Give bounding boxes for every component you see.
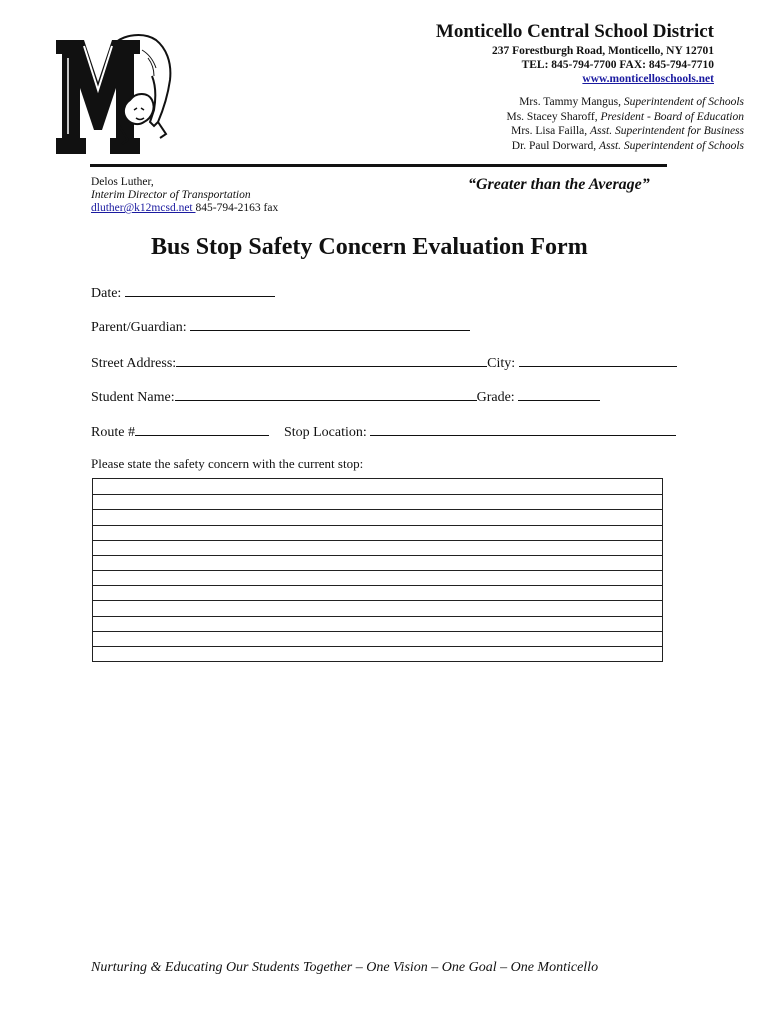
header-divider bbox=[90, 164, 667, 167]
concern-rule-line bbox=[93, 600, 662, 601]
staff-list bbox=[506, 95, 744, 153]
concern-rule-line bbox=[93, 570, 662, 571]
student-label: Student Name: bbox=[91, 390, 175, 405]
concern-rule-line bbox=[93, 631, 662, 632]
staff-item: Mrs. Tammy Mangus, Superintendent of Schools bbox=[519, 96, 744, 108]
staff-item: Dr. Paul Dorward, Asst. Superintendent of Schools bbox=[511, 139, 744, 152]
district-motto: “Greater than the Average” bbox=[468, 176, 650, 193]
contact-title: Interim Director of Transportation bbox=[91, 189, 251, 201]
concern-rule-line bbox=[93, 509, 662, 510]
footer-tagline: Nurturing & Educating Our Students Together – One Vision – One Goal – One Monticello bbox=[91, 960, 599, 975]
parent-row bbox=[91, 316, 470, 336]
contact-name: Delos Luther, bbox=[91, 176, 154, 188]
street-label: Street Address: bbox=[91, 356, 177, 371]
student-row bbox=[91, 386, 600, 406]
district-name: Monticello Central School District bbox=[435, 21, 714, 42]
route-field[interactable] bbox=[135, 421, 269, 436]
city-label: City: bbox=[487, 356, 516, 371]
concern-rule-line bbox=[93, 646, 662, 647]
contact-email-link[interactable]: dluther@k12mcsd.net bbox=[91, 202, 196, 214]
street-field[interactable] bbox=[176, 352, 487, 367]
route-label: Route # bbox=[91, 425, 135, 440]
student-field[interactable] bbox=[175, 386, 477, 401]
concern-rule-line bbox=[93, 525, 662, 526]
form-title: Bus Stop Safety Concern Evaluation Form bbox=[151, 234, 588, 260]
city-field[interactable] bbox=[519, 352, 677, 367]
district-address-block bbox=[492, 44, 714, 86]
contact-fax: 845-794-2163 fax bbox=[195, 202, 279, 214]
concern-rule-line bbox=[93, 616, 662, 617]
concern-prompt: Please state the safety concern with the current stop: bbox=[91, 456, 364, 471]
panther-m-logo-icon bbox=[54, 30, 176, 158]
date-field[interactable] bbox=[125, 282, 275, 297]
staff-item: Mrs. Lisa Failla, Asst. Superintendent for Business bbox=[511, 125, 744, 137]
concern-rule-line bbox=[93, 540, 662, 541]
route-row bbox=[91, 421, 676, 441]
stop-label: Stop Location: bbox=[283, 425, 367, 440]
transport-contact bbox=[91, 176, 278, 215]
district-phone-fax: TEL: 845-794-7700 FAX: 845-794-7710 bbox=[521, 59, 714, 71]
concern-textarea[interactable] bbox=[92, 478, 663, 662]
grade-label: Grade: bbox=[476, 390, 515, 405]
date-row bbox=[91, 282, 275, 302]
date-label: Date: bbox=[91, 286, 122, 301]
parent-label: Parent/Guardian: bbox=[91, 320, 187, 335]
concern-rule-line bbox=[93, 585, 662, 586]
concern-rule-line bbox=[93, 494, 662, 495]
district-address: 237 Forestburgh Road, Monticello, NY 12701 bbox=[491, 45, 714, 57]
parent-field[interactable] bbox=[190, 316, 470, 331]
stop-field[interactable] bbox=[370, 421, 676, 436]
staff-item: Ms. Stacey Sharoff, President - Board of Education bbox=[506, 110, 744, 123]
district-website-link[interactable]: www.monticelloschools.net bbox=[582, 73, 714, 85]
concern-rule-line bbox=[93, 555, 662, 556]
address-row bbox=[91, 352, 677, 372]
grade-field[interactable] bbox=[518, 386, 600, 401]
